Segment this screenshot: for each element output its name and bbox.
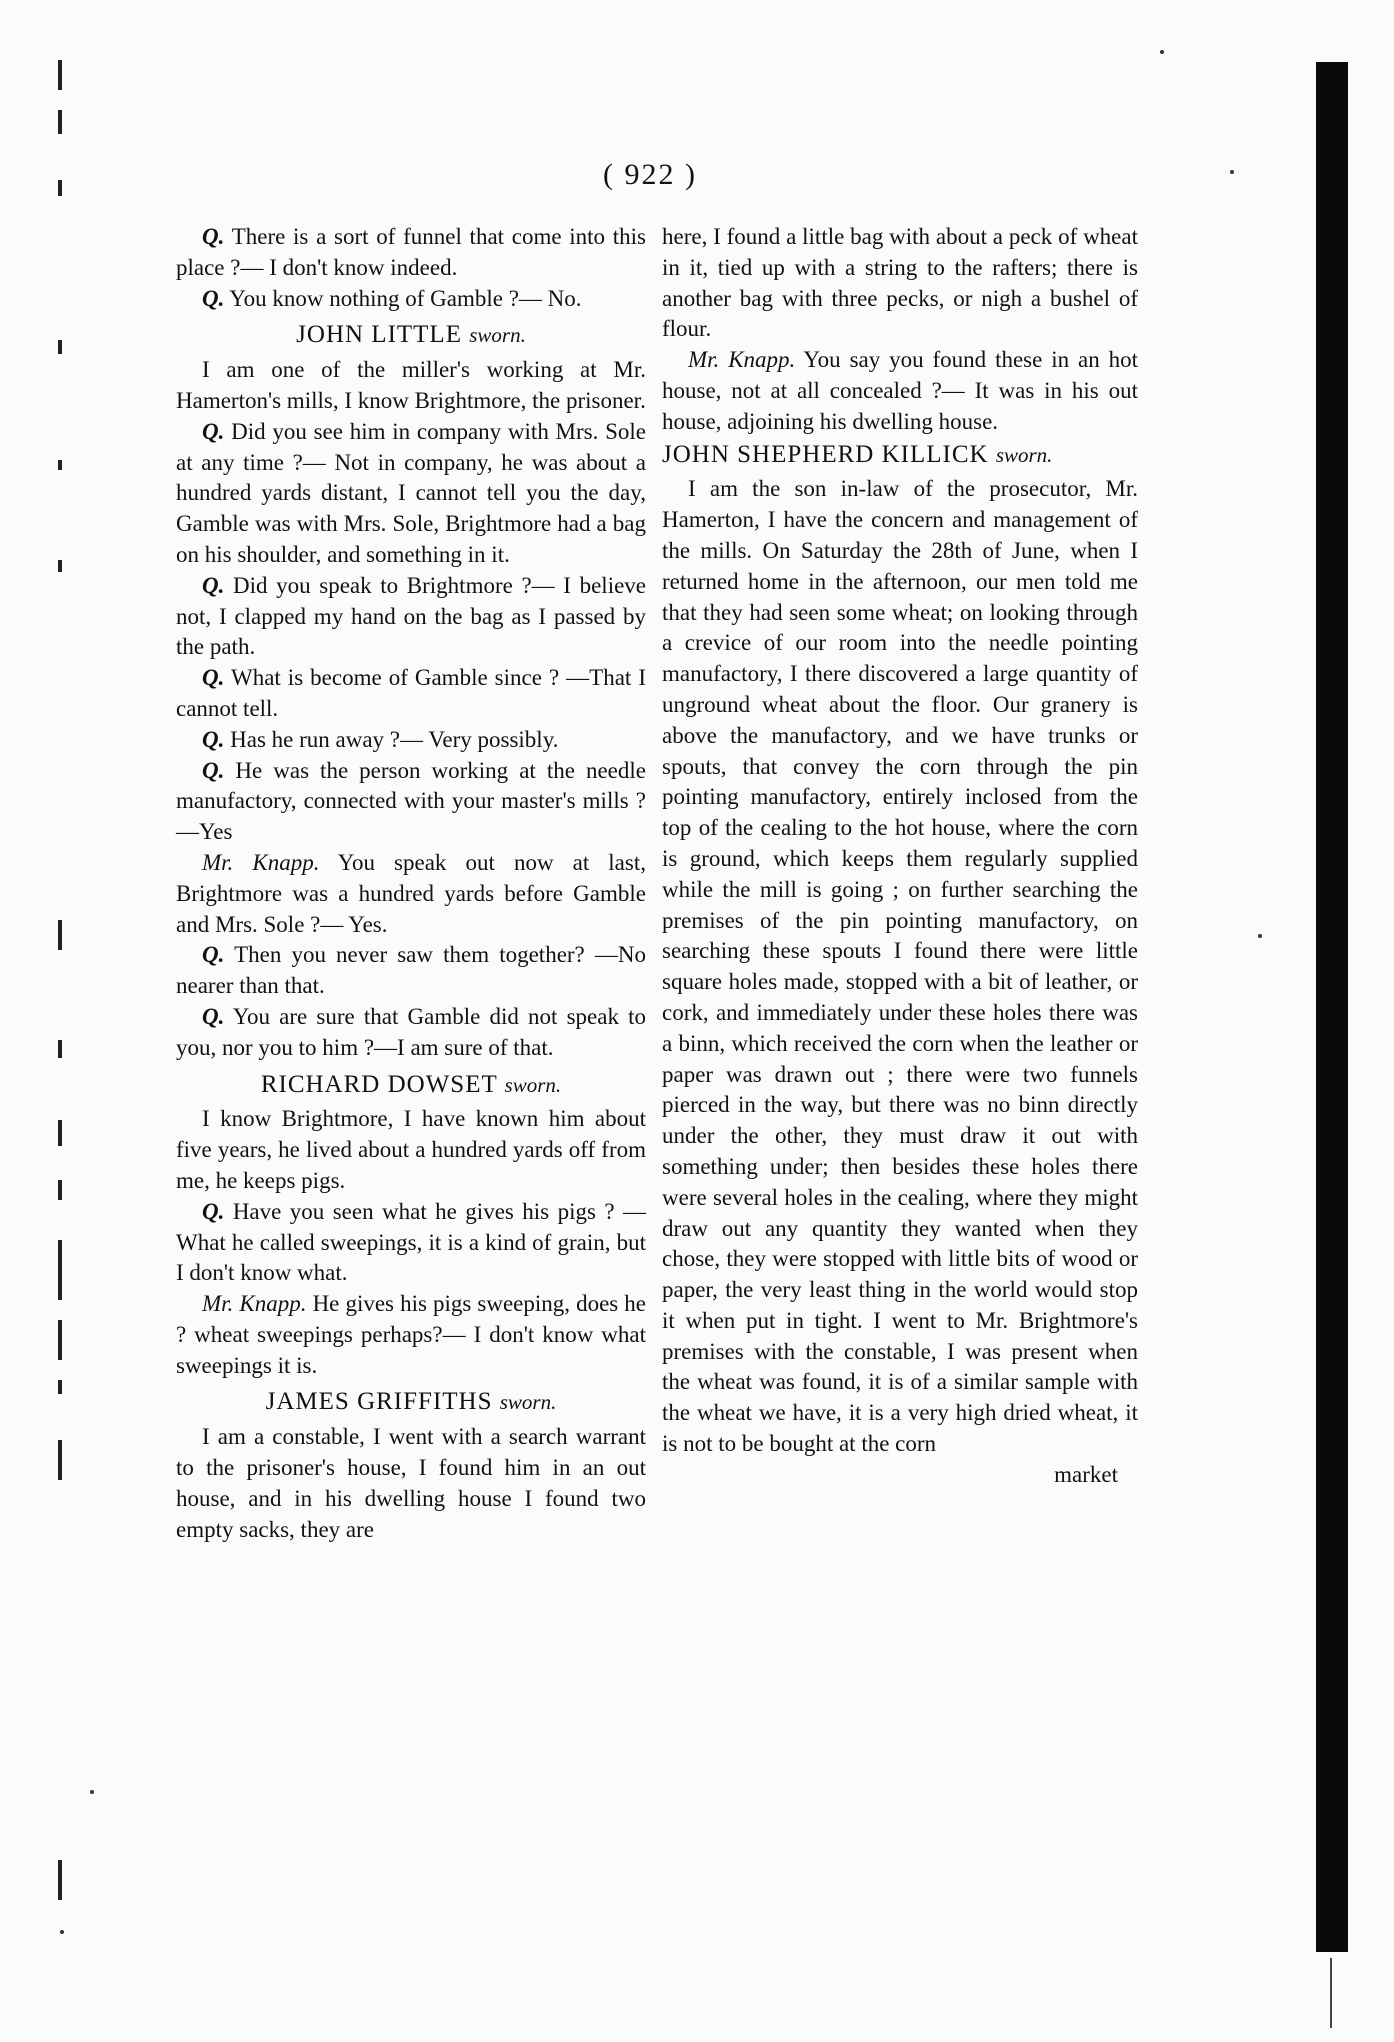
print-speck bbox=[1160, 50, 1164, 54]
paragraph: I am the son in-law of the prosecutor, Mr. Hamerton, I have the concern and management of the mills. On Saturday the 28th of June, when I returned home in the afternoon, our men told me that they had seen some wheat; on looking through a crevice of our room into the needle pointing manufactory, I there discovered a large quantity of unground wheat about the floor. Our granery is above the manufactory, and we have trunks or spouts, that convey the corn through the pin pointing manufactory, entirely inclosed from the top of the cealing to the hot house, where the corn is ground, which keeps them regularly supplied while the mill is going ; on further searching the premises of the pin pointing manufactory, on searching these spouts I found there were little square holes made, stopped with a bit of leather, or cork, and immediately under these holes there was a binn, which received the corn when the leather or paper was drawn out ; there were two funnels pierced in the way, but there was no binn directly under the other, they must draw it out with something under; then besides these holes there were several holes in the cealing, where they might draw out any quantity they wanted when they chose, they were stopped with little bits of wood or paper, the very least thing in the world would stop it when put in tight. I went to Mr. Brightmore's premises with the constable, I was present when the wheat was found, it is of a similar sample with the wheat we have, it is a very high dried wheat, it is not to be bought at the corn bbox=[662, 476, 1138, 1457]
paragraph: Q. What is become of Gamble since ? —That I cannot tell. bbox=[176, 665, 646, 721]
left-column bbox=[176, 222, 646, 1545]
question-mark: Q. bbox=[202, 285, 225, 311]
question-mark: Q. bbox=[202, 418, 225, 444]
paragraph: Q. Then you never saw them together? —No nearer than that. bbox=[176, 942, 646, 999]
witness-heading: JOHN LITTLE sworn. bbox=[296, 321, 526, 349]
witness-heading: RICHARD DOWSET sworn. bbox=[260, 1070, 562, 1098]
paragraph: Mr. Knapp. You speak out now at last, Brightmore was a hundred yards before Gamble and Mrs. Sole ?— Yes. bbox=[176, 849, 646, 937]
print-speck bbox=[1258, 934, 1262, 938]
paragraph: Q. Did you see him in company with Mrs. Sole at any time ?— Not in company, he was about a hundred yards distant, I cannot tell you the day, Gamble was with Mrs. Sole, Brightmore had a bag on his shoulder, and something in it. bbox=[176, 418, 647, 567]
binding-marks bbox=[52, 40, 68, 1920]
paragraph: Q. Did you speak to Brightmore ?— I believe not, I clapped my hand on the bag as I passed by the path. bbox=[176, 572, 647, 660]
paragraph: Q. Have you seen what he gives his pigs ? —What he called sweepings, it is a kind of grain, but I don't know what. bbox=[176, 1198, 646, 1286]
speaker-label: Mr. Knapp. bbox=[688, 347, 796, 373]
question-mark: Q. bbox=[202, 572, 225, 598]
paragraph: Q. You know nothing of Gamble ?— No. bbox=[202, 285, 582, 311]
witness-heading: JAMES GRIFFITHS sworn. bbox=[265, 1388, 557, 1416]
catchword: market bbox=[1054, 1461, 1118, 1487]
question-mark: Q. bbox=[202, 942, 225, 968]
question-mark: Q. bbox=[202, 665, 225, 691]
question-mark: Q. bbox=[202, 726, 225, 752]
print-speck bbox=[90, 1790, 94, 1794]
page-edge-shadow bbox=[1316, 62, 1348, 1952]
paragraph: I know Brightmore, I have known him about five years, he lived about a hundred yards off from me, he keeps pigs. bbox=[176, 1106, 646, 1193]
paragraph: Mr. Knapp. He gives his pigs sweeping, does he ? wheat sweepings perhaps?— I don't know what sweepings it is. bbox=[176, 1291, 647, 1378]
page-edge-line bbox=[1330, 1958, 1332, 2028]
paragraph: Mr. Knapp. You say you found these in an hot house, not at all concealed ?— It was in his out house, adjoining his dwelling house. bbox=[662, 347, 1139, 434]
question-mark: Q. bbox=[202, 224, 225, 249]
speaker-label: Mr. Knapp. bbox=[202, 1291, 307, 1317]
paragraph: Q. He was the person working at the needle manufactory, connected with your master's mills ?—Yes bbox=[176, 757, 646, 845]
right-column bbox=[662, 222, 1138, 1491]
page-number: ( 922 ) bbox=[603, 158, 697, 191]
print-speck bbox=[60, 1930, 64, 1934]
paragraph: here, I found a little bag with about a peck of wheat in it, tied up with a string to the rafters; there is another bag with three pecks, or nigh a bushel of flour. bbox=[662, 224, 1138, 342]
question-mark: Q. bbox=[202, 757, 225, 783]
print-speck bbox=[1230, 170, 1234, 174]
paragraph: I am one of the miller's working at Mr. Hamerton's mills, I know Brightmore, the prisoner. bbox=[176, 357, 646, 413]
paragraph: Q. There is a sort of funnel that come into this place ?— I don't know indeed. bbox=[176, 224, 646, 280]
question-mark: Q. bbox=[202, 1003, 225, 1029]
question-mark: Q. bbox=[202, 1198, 225, 1224]
paragraph: I am a constable, I went with a search warrant to the prisoner's house, I found him in an out house, and in his dwelling house I found two empty sacks, they are bbox=[176, 1424, 646, 1542]
speaker-label: Mr. Knapp. bbox=[202, 849, 320, 875]
witness-heading: JOHN SHEPHERD KILLICK sworn. bbox=[662, 440, 1053, 468]
paragraph: Q. Has he run away ?— Very possibly. bbox=[202, 726, 559, 752]
paragraph: Q. You are sure that Gamble did not speak to you, nor you to him ?—I am sure of that. bbox=[176, 1003, 646, 1060]
